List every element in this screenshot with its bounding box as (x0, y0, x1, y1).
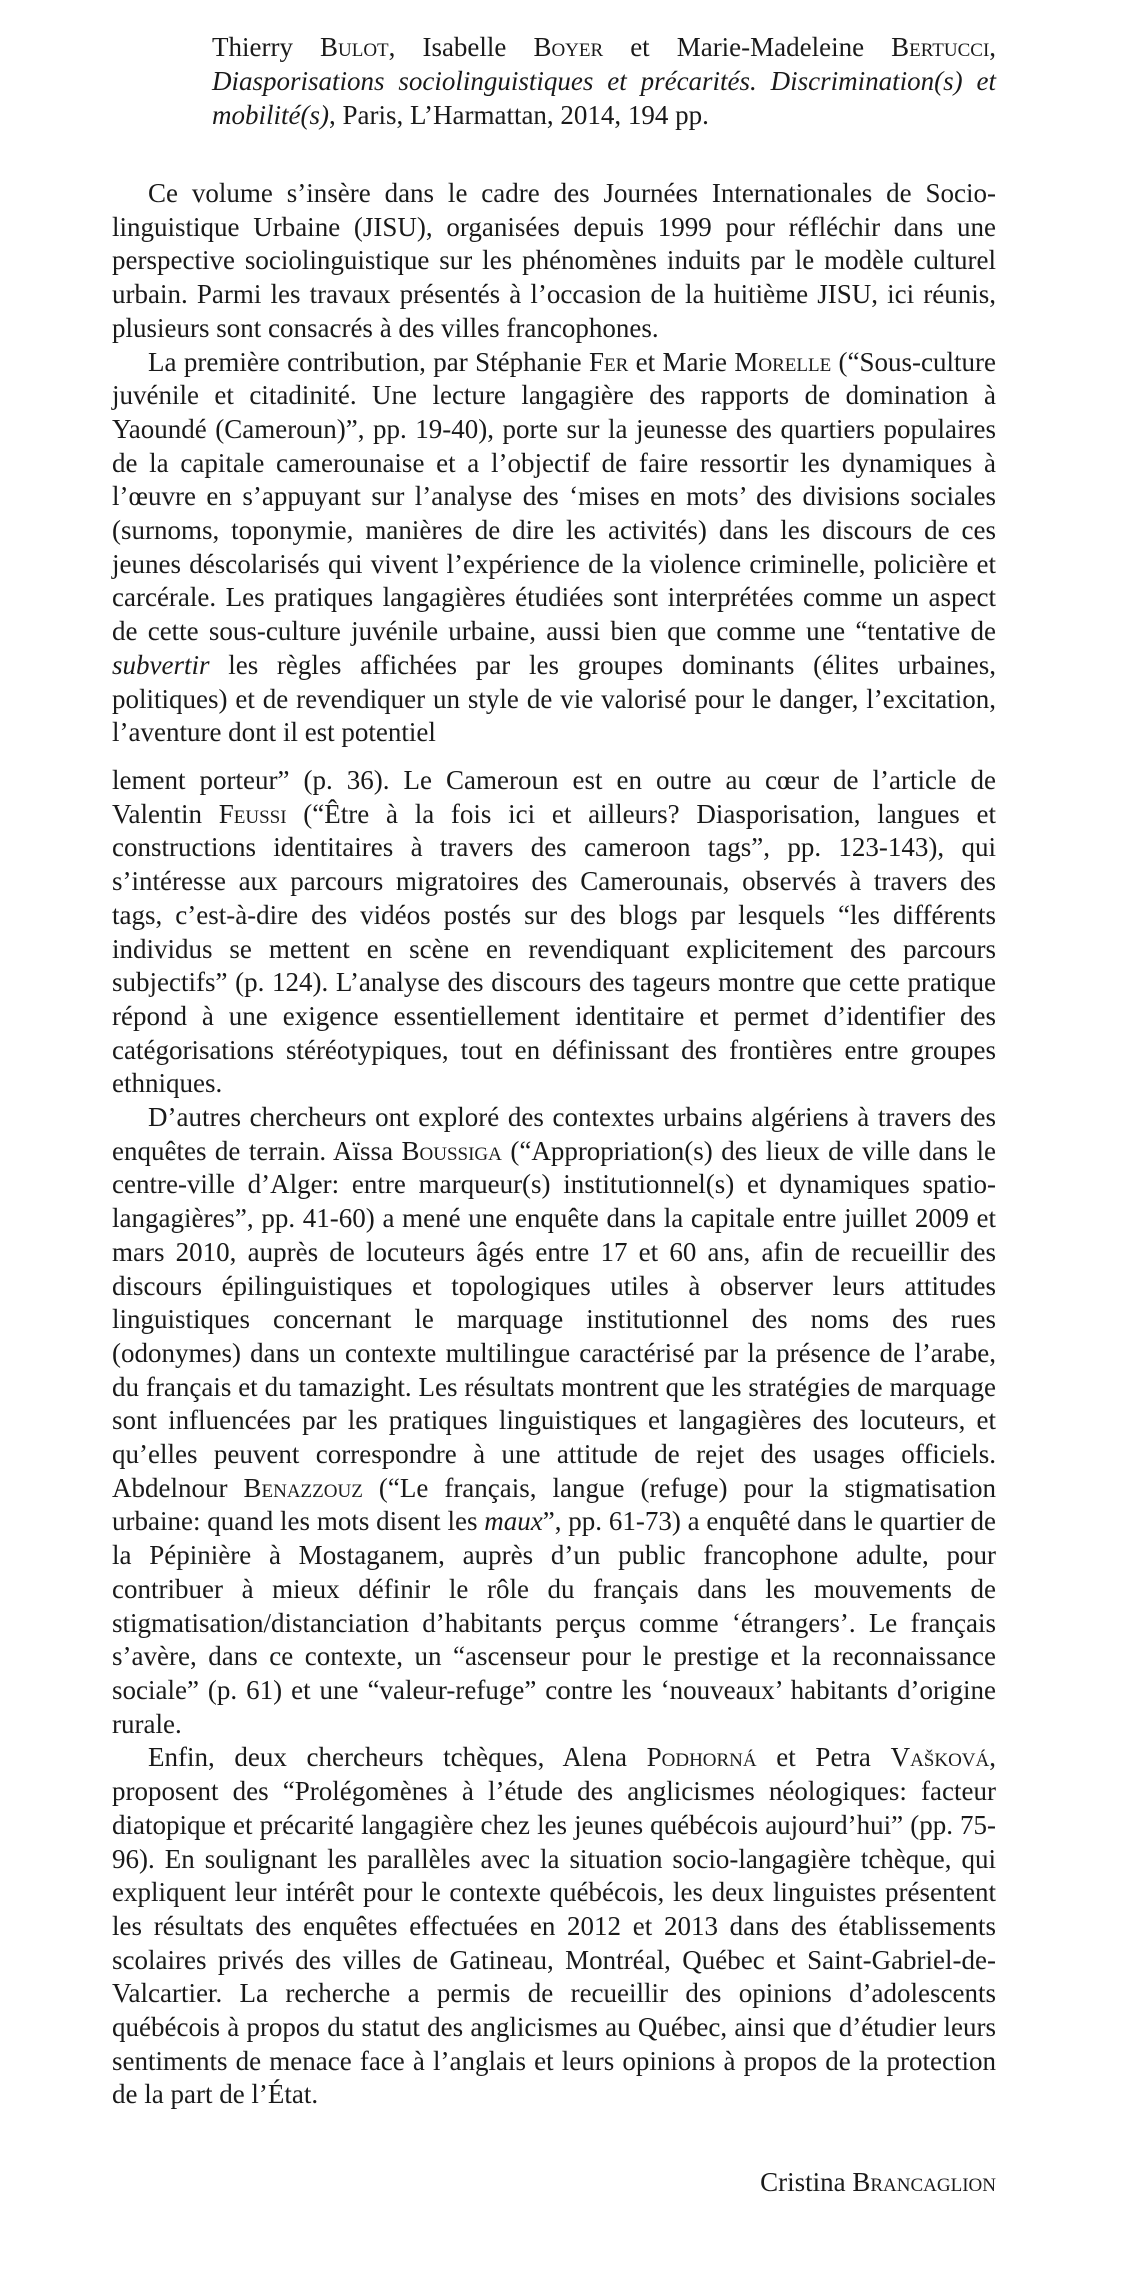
review-body-top (112, 177, 996, 750)
text-run: D’autres chercheurs ont exploré des contextes urbains algériens à travers des enquêtes de terrain. Aïssa (112, 1102, 996, 1166)
text-run: les règles affichées par les groupes dominants (élites urbaines, politiques) et de revendiquer un style de vie valorisé pour le danger, l’excitation, l’aventure dont il est potentiel (112, 649, 996, 748)
paragraph-feussi (112, 764, 996, 1101)
author-name-boussiga: Boussiga (401, 1135, 502, 1166)
text-run: et Petra (756, 1742, 891, 1773)
text-run: (“Appropriation(s) des lieux de ville dans le centre-ville d’Alger: entre marqueur(s) institutionnel(s) et dynamiques spatio-langagières”, pp. 41-60) a mené une enquête dans la capitale entre juillet 2009 et mars 2010, auprès de locuteurs âgés entre 17 et 60 ans, afin de recueillir des discours épilinguistiques et topologiques utiles à observer leurs attitudes linguistiques concernant le marquage institutionnel des noms des rues (odonymes) dans un contexte multilingue caractérisé par la présence de l’arabe, du français et du tamazight. Les résultats montrent que les stratégies de marquage sont influencées par les pratiques linguistiques et langagières des locuteurs, et qu’elles peuvent correspondre à une attitude de rejet des usages officiels. Abdelnour (112, 1135, 996, 1503)
author-name-podhorna: Podhorná (646, 1742, 757, 1773)
text-run: (“Le français, langue (refuge) pour la stigmatisation urbaine: quand les mots disent les (112, 1472, 996, 1537)
author-name-feussi: Feussi (218, 798, 287, 829)
text-run: lement porteur” (p. 36). Le Cameroun est en outre au cœur de l’article de Valentin (112, 765, 996, 829)
author-last-2: Boyer (533, 32, 604, 62)
text-run: La première contribution, par Stéphanie (148, 346, 589, 377)
publication-info: , Paris, L’Harmattan, 2014, 194 pp. (328, 100, 709, 130)
author-name-vaskova: Vašková (890, 1742, 990, 1773)
author-first-1: Thierry (212, 32, 293, 62)
text-run: ”, pp. 61-73) a enquêté dans le quartier de la Pépinière à Mostaganem, auprès d’un public francophone adulte, pour contribuer à mieux définir le rôle du français dans les mouvements de stigmatisation/distanciation d’habitants perçus comme ‘étrangers’. Le français s’avère, dans ce contexte, un “ascenseur pour le prestige et la reconnaissance sociale” (p. 61) et une “valeur-refuge” contre les ‘nouveaux’ habitants d’origine rurale. (112, 1506, 996, 1739)
citation-separator: , (388, 32, 423, 62)
paragraph-quebec (112, 1741, 996, 2112)
text-run: , proposent des “Prolégomènes à l’étude des anglicismes néologiques: facteur diatopique et précarité langagière chez les jeunes québécois aujourd’hui” (pp. 75-96). En soulignant les parallèles avec la situation socio-langagière tchèque, qui expliquent leur intérêt pour le contexte québécois, les deux linguistes présentent les résultats des enquêtes effectuées en 2012 et 2013 dans des établissements scolaires privés des villes de Gatineau, Montréal, Québec et Saint-Gabriel-de-Valcartier. La recherche a permis de recueillir des opinions d’adolescents québécois à propos du statut des anglicismes au Québec, ainsi que d’étudier leurs sentiments de menace face à l’anglais et leurs opinions à propos de la protection de la part de l’État. (112, 1742, 996, 2110)
paragraph-algeria (112, 1101, 996, 1741)
reviewer-first-name: Cristina (760, 2167, 846, 2197)
author-first-3: Marie-Madeleine (676, 32, 865, 62)
text-run: et Marie (628, 346, 735, 377)
reviewer-last-name: Brancaglion (852, 2167, 996, 2197)
author-name-morelle: Morelle (734, 346, 832, 377)
author-first-2: Isabelle (422, 32, 507, 62)
reviewer-signature (760, 2165, 996, 2199)
citation-and: et (603, 32, 677, 62)
book-title: Diasporisations sociolinguistiques et précarités. Discrimination(s) et mobilité(s) (212, 66, 996, 130)
italic-term: maux (484, 1506, 543, 1537)
text-run: (“Sous-culture juvénile et citadinité. Une lecture langagière des rapports de domination à Yaoundé (Cameroun)”, pp. 19-40), porte sur la jeunesse des quartiers populaires de la capitale camerounaise et a l’objectif de faire ressortir les dynamiques à l’œuvre en s’appuyant sur l’analyse des ‘mises en mots’ des divisions sociales (surnoms, toponymie, manières de dire les activités) dans les discours de ces jeunes déscolarisés qui vivent l’expérience de la violence criminelle, policière et carcérale. Les pratiques langagières étudiées sont interprétées comme un aspect de cette sous-culture juvénile urbaine, aussi bien que comme une “tentative de (112, 346, 996, 647)
author-name-benazzouz: Benazzouz (243, 1472, 363, 1503)
paragraph-intro: Ce volume s’insère dans le cadre des Journées Internationales de Sociolinguistique Urbaine (JISU), organisées depuis 1999 pour réfléchir dans une perspective sociolinguistique sur les phénomènes induits par le modèle culturel urbain. Parmi les travaux présentés à l’occasion de la huitième JISU, ici réunis, plusieurs sont consacrés à des villes francophones. (112, 178, 996, 343)
author-last-3: Bertucci (891, 32, 990, 62)
text-run: (“Être à la fois ici et ailleurs? Diasporisation, langues et constructions identitaires à travers des cameroon tags”, pp. 123-143), qui s’intéresse aux parcours migratoires des Camerounais, observés à travers des tags, c’est-à-dire des vidéos postés sur des blogs par lesquels “les différents individus se mettent en scène en revendiquant explicitement des parcours subjectifs” (p. 124). L’analyse des discours des tageurs montre que cette pratique répond à une exigence essentiellement identitaire et permet d’identifier des catégorisations stéréotypiques, tout en définissant des frontières entre groupes ethniques. (112, 798, 997, 1099)
review-body-bottom (112, 764, 996, 2112)
book-citation: Thierry Bulot, Isabelle Boyer et Marie-Madeleine Bertucci, Diasporisations sociolinguistiques et précarités. Discrimination(s) et mobilité(s), Paris, L’Harmattan, 2014, 194 pp. (212, 32, 997, 130)
text-run: Enfin, deux chercheurs tchèques, Alena (148, 1742, 647, 1773)
author-last-1: Bulot (320, 32, 389, 62)
italic-term: subvertir (112, 649, 210, 680)
paragraph-fer-morelle (112, 346, 996, 750)
author-name-fer: Fer (588, 346, 629, 377)
